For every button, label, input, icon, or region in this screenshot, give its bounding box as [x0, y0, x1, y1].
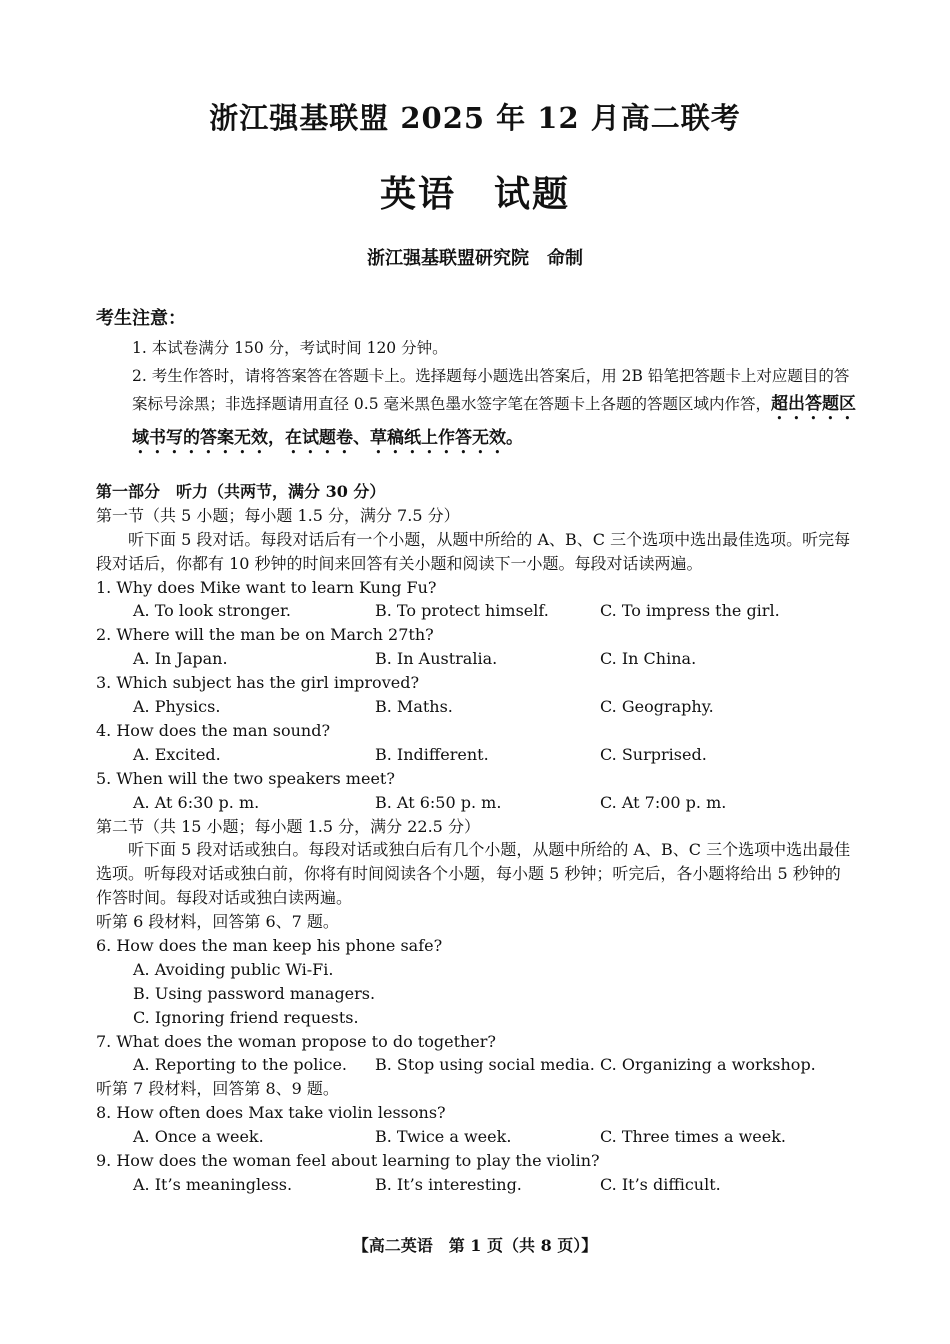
option-b: B. To protect himself. [375, 601, 549, 621]
question-2: 2. Where will the man be on March 27th? [96, 625, 434, 645]
notice-item-1: 1. 本试卷满分 150 分，考试时间 120 分钟。 [132, 339, 448, 357]
option-c: C. Three times a week. [600, 1127, 787, 1147]
option-b: B. Using password managers. [133, 983, 376, 1003]
option-b: B. Stop using social media. [375, 1055, 595, 1075]
question-1: 1. Why does Mike want to learn Kung Fu? [96, 577, 437, 597]
listening-section [96, 480, 856, 1197]
option-a: A. Excited. [133, 744, 221, 764]
notice-item-2 [132, 362, 857, 458]
option-b: B. At 6:50 p. m. [375, 792, 502, 812]
option-a: A. Physics. [133, 697, 221, 717]
option-a: A. It’s meaningless. [133, 1174, 293, 1194]
question-5: 5. When will the two speakers meet? [96, 768, 395, 788]
question-7: 7. What does the woman propose to do together? [96, 1031, 496, 1051]
option-c: C. Organizing a workshop. [600, 1055, 816, 1075]
option-a: A. At 6:30 p. m. [133, 792, 260, 812]
option-c: C. Surprised. [600, 744, 707, 764]
notice-item-2-emphasis: 超出答题区域书写的答案无效，在试题卷、草稿纸上作答无效。 [132, 394, 857, 448]
part1-heading: 第一部分 听力（共两节，满分 30 分） [96, 482, 386, 501]
option-a: A. To look stronger. [133, 601, 291, 621]
options-row [96, 695, 856, 719]
option-c: C. It’s difficult. [600, 1174, 721, 1194]
option-b: B. In Australia. [375, 649, 498, 669]
question-3: 3. Which subject has the girl improved? [96, 673, 420, 693]
section1-instructions: 听下面 5 段对话。每段对话后有一个小题，从题中所给的 A、B、C 三个选项中选出最佳选项。听完每段对话后，你都有 10 秒钟的时间来回答有关小题和阅读下一小题。每段对话读两遍。 [96, 529, 851, 573]
option-b: B. It’s interesting. [375, 1174, 522, 1194]
option-b: B. Indifferent. [375, 744, 489, 764]
question-8: 8. How often does Max take violin lessons? [96, 1103, 446, 1123]
option-c: C. Geography. [600, 697, 714, 717]
question-6: 6. How does the man keep his phone safe? [96, 936, 443, 955]
material-7-label: 听第 7 段材料，回答第 8、9 题。 [96, 1079, 339, 1099]
section2-instructions: 听下面 5 段对话或独白。每段对话或独白后有几个小题，从题中所给的 A、B、C 三个选项中选出最佳选项。听每段对话或独白前，你将有时间阅读各个小题，每小题 5 秒钟；听完后，各小题将给出 5 秒钟的作答时间。每段对话或独白读两遍。 [96, 840, 851, 908]
exam-maker: 浙江强基联盟研究院 命制 [367, 248, 583, 269]
option-a: A. In Japan. [133, 649, 228, 669]
question-9: 9. How does the woman feel about learning to play the violin? [96, 1151, 600, 1171]
option-a: A. Avoiding public Wi-Fi. [133, 959, 334, 979]
question-block [96, 767, 856, 815]
notice-heading: 考生注意： [96, 308, 186, 329]
option-a: A. Once a week. [133, 1127, 264, 1147]
options-row [96, 1125, 856, 1149]
question-block [96, 576, 856, 624]
material-6-label: 听第 6 段材料，回答第 6、7 题。 [96, 912, 339, 932]
option-c: C. In China. [600, 649, 697, 669]
section1-heading: 第一节（共 5 小题；每小题 1.5 分，满分 7.5 分） [96, 505, 460, 525]
options-row [96, 791, 856, 815]
option-b: B. Maths. [375, 697, 453, 717]
options-row [96, 647, 856, 671]
section2-heading: 第二节（共 15 小题；每小题 1.5 分，满分 22.5 分） [96, 816, 480, 836]
notice-item-2-text: 2. 考生作答时，请将答案答在答题卡上。选择题每小题选出答案后，用 2B 铅笔把答题卡上对应题目的答案标号涂黑；非选择题请用直径 0.5 毫米黑色墨水签字笔在答题卡上各题的答题区域内作答， [132, 367, 850, 413]
exam-title: 浙江强基联盟 2025 年 12 月高二联考 [209, 101, 741, 135]
options-row [96, 1173, 856, 1197]
option-b: B. Twice a week. [375, 1127, 512, 1147]
option-c: C. At 7:00 p. m. [600, 792, 727, 812]
options-row [96, 1053, 856, 1077]
options-row [96, 743, 856, 767]
subject-title: 英语 试题 [379, 173, 570, 215]
options-row [96, 599, 856, 623]
option-c: C. Ignoring friend requests. [133, 1007, 359, 1027]
question-block [96, 719, 856, 767]
option-a: A. Reporting to the police. [133, 1055, 348, 1075]
option-c: C. To impress the girl. [600, 601, 780, 621]
question-block [96, 623, 856, 671]
question-block [96, 671, 856, 719]
page-footer: 【高二英语 第 1 页（共 8 页）】 [352, 1236, 598, 1255]
question-4: 4. How does the man sound? [96, 720, 331, 740]
